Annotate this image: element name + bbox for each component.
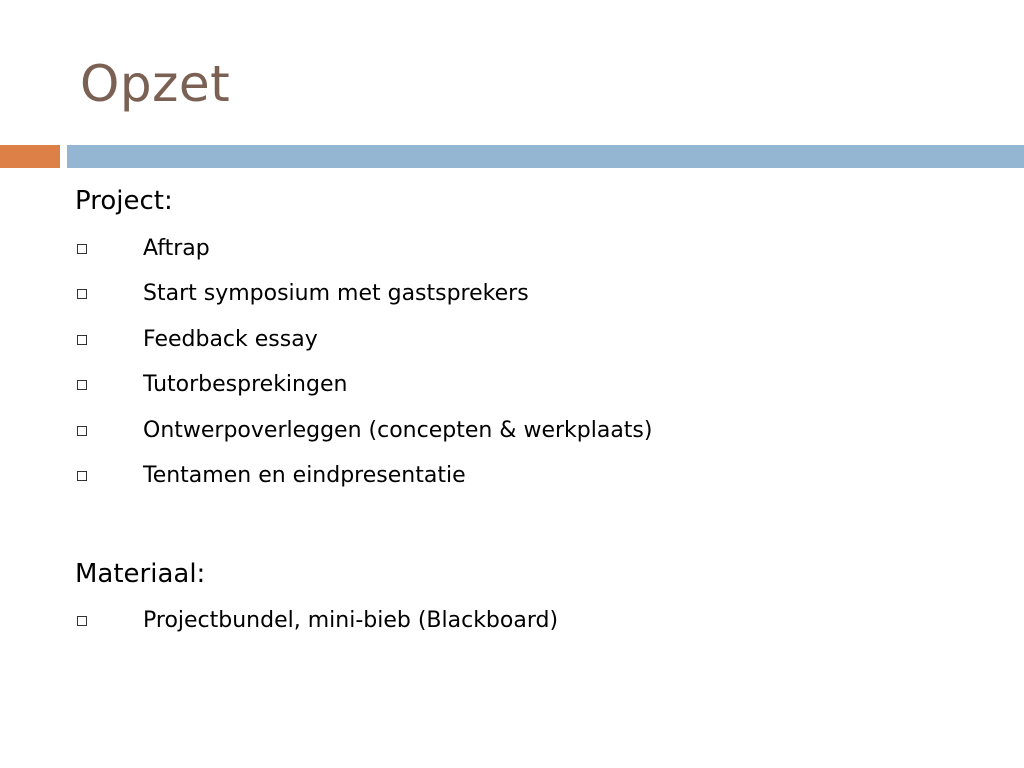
hollow-square-icon bbox=[77, 380, 87, 390]
list-item-text: Start symposium met gastsprekers bbox=[143, 281, 529, 307]
list-item-text: Feedback essay bbox=[143, 326, 318, 352]
hollow-square-icon bbox=[77, 426, 87, 436]
hollow-square-icon bbox=[77, 335, 87, 345]
slide-title: Opzet bbox=[80, 55, 231, 113]
list-item-text: Projectbundel, mini-bieb (Blackboard) bbox=[143, 607, 559, 633]
hollow-square-icon bbox=[77, 471, 87, 481]
hollow-square-icon bbox=[77, 616, 87, 626]
section-heading-materiaal: Materiaal: bbox=[75, 559, 206, 589]
title-divider-bar bbox=[67, 145, 1024, 168]
list-item-text: Ontwerpoverleggen (concepten & werkplaats) bbox=[143, 417, 653, 443]
list-item-text: Tentamen en eindpresentatie bbox=[143, 463, 466, 489]
accent-bar bbox=[0, 145, 60, 168]
hollow-square-icon bbox=[77, 289, 87, 299]
hollow-square-icon bbox=[77, 244, 87, 254]
section-heading-project: Project: bbox=[75, 186, 173, 216]
list-item-text: Aftrap bbox=[143, 235, 210, 261]
list-item-text: Tutorbesprekingen bbox=[143, 372, 348, 398]
